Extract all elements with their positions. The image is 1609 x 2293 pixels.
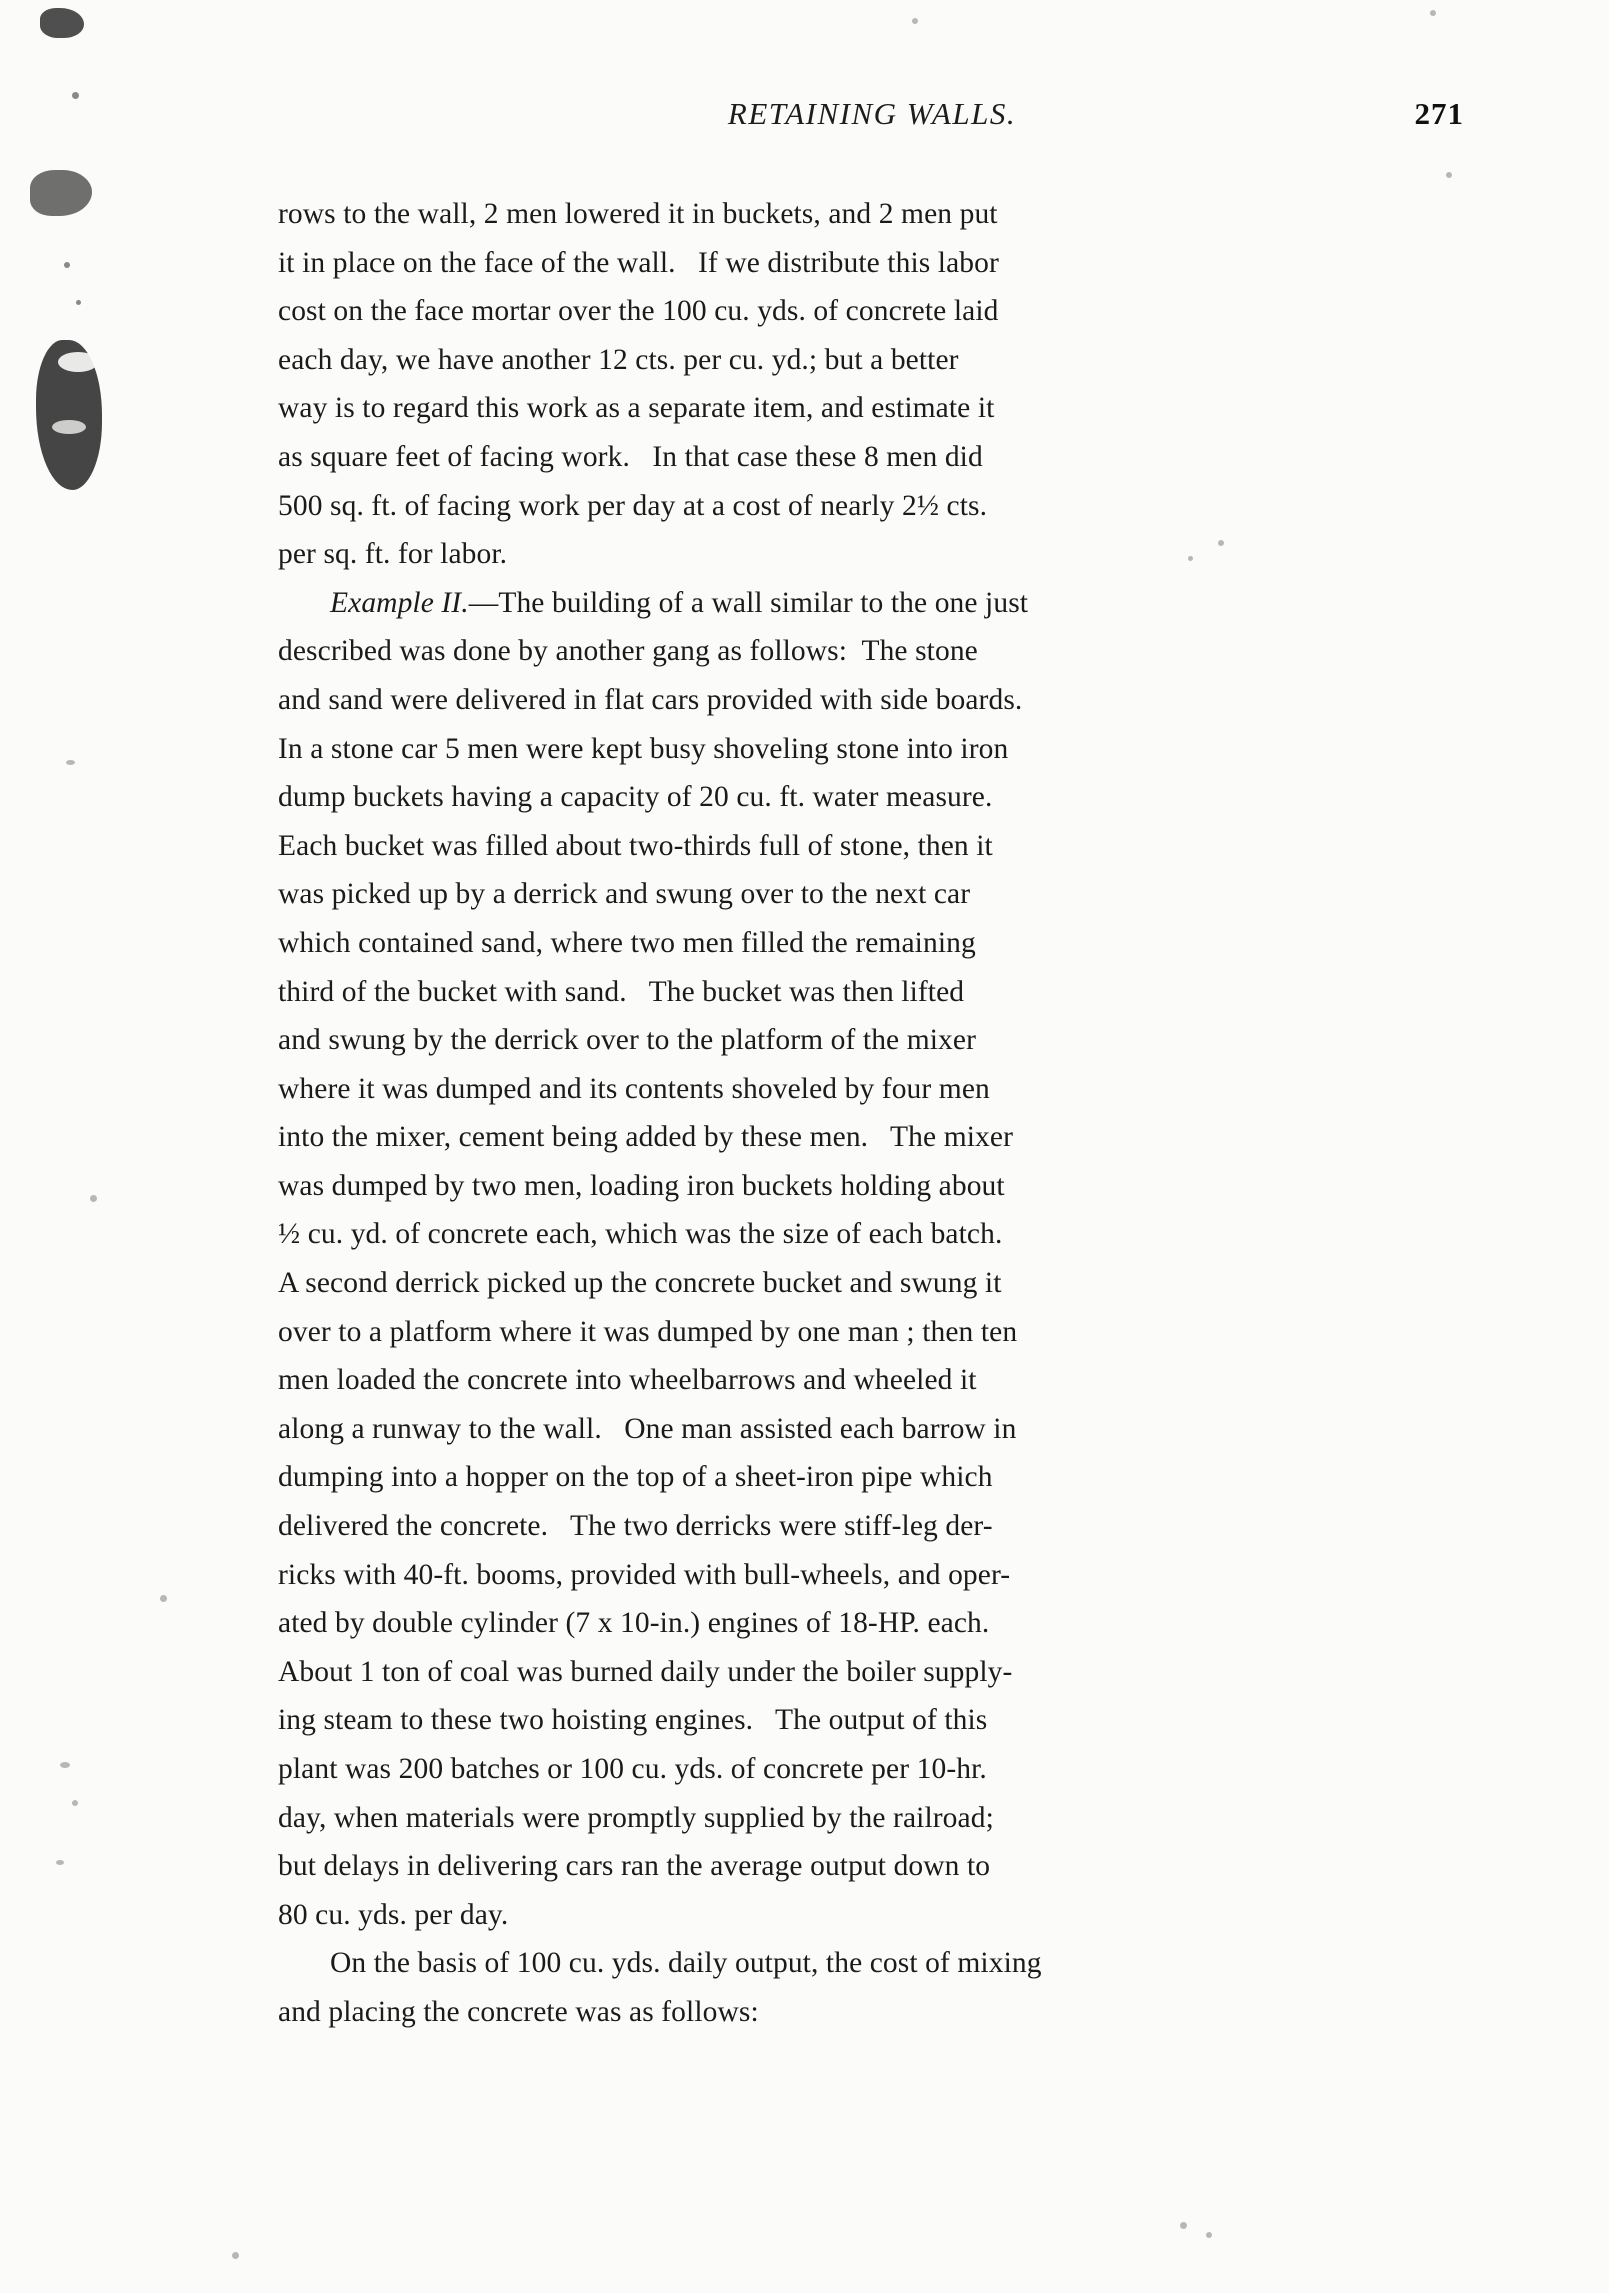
text-line: 500 sq. ft. of facing work per day at a cost of nearly 2½ cts. [278,489,988,522]
text-line: ated by double cylinder (7 x 10-in.) engines of 18-HP. each. [278,1607,990,1640]
scan-speck [1446,172,1452,178]
text-line: was dumped by two men, loading iron buckets holding about [278,1169,1005,1202]
text-line: 80 cu. yds. per day. [278,1898,509,1931]
text-line: way is to regard this work as a separate item, and estimate it [278,392,995,425]
paragraph-continued [278,190,1456,579]
text-line: About 1 ton of coal was burned daily under the boiler supply- [278,1655,1013,1688]
text-line: where it was dumped and its contents shoveled by four men [278,1072,990,1105]
text-line: ing steam to these two hoisting engines. The output of this [278,1704,988,1737]
scan-speck [56,1860,64,1865]
text-line: day, when materials were promptly supplied by the railroad; [278,1801,994,1834]
page-header [280,96,1464,140]
scan-speck [1430,10,1436,16]
text-line: as square feet of facing work. In that case these 8 men did [278,440,983,473]
scan-smudge [58,352,98,372]
text-line: rows to the wall, 2 men lowered it in buckets, and 2 men put [278,198,998,230]
scan-smudge [40,8,84,38]
body-text [278,190,1456,2037]
text-line: described was done by another gang as follows: The stone [278,635,978,668]
scan-speck [60,1762,70,1768]
text-line: and sand were delivered in flat cars provided with side boards. [278,683,1023,716]
text-line: In a stone car 5 men were kept busy shoveling stone into iron [278,732,1009,765]
text-line: plant was 200 batches or 100 cu. yds. of concrete per 10-hr. [278,1753,987,1785]
text-line: A second derrick picked up the concrete bucket and swung it [278,1267,1002,1300]
text-line: dumping into a hopper on the top of a sheet-iron pipe which [278,1461,993,1494]
text-line: men loaded the concrete into wheelbarrows and wheeled it [278,1364,977,1397]
scan-smudge [30,170,92,216]
scan-speck [66,760,75,765]
text-line: ricks with 40-ft. booms, provided with bull-wheels, and oper- [278,1558,1011,1591]
scan-speck [1180,2222,1187,2229]
text-line: dump buckets having a capacity of 20 cu. ft. water measure. [278,781,993,814]
scan-speckle [72,92,79,99]
scan-speck [72,1800,78,1806]
text-line: third of the bucket with sand. The bucket was then lifted [278,975,965,1008]
text-line: along a runway to the wall. One man assisted each barrow in [278,1412,1017,1445]
scan-speck [1206,2232,1212,2238]
scan-speck [160,1595,167,1602]
text-line: into the mixer, cement being added by these men. The mixer [278,1121,1014,1154]
text-line: but delays in delivering cars ran the average output down to [278,1850,991,1883]
text-line: and placing the concrete was as follows: [278,1995,759,2028]
text-line: which contained sand, where two men filled the remaining [278,926,976,959]
scan-speckle [64,262,70,268]
paragraph-example-ii [278,579,1456,1940]
text-line: per sq. ft. for labor. [278,538,508,571]
text-line: and swung by the derrick over to the platform of the mixer [278,1024,977,1057]
example-label: Example II. [330,586,469,619]
scan-speckle [76,300,81,305]
running-title: RETAINING WALLS. [727,96,1017,131]
text-line: each day, we have another 12 cts. per cu. yd.; but a better [278,343,959,376]
text-line-first [278,579,1456,628]
scan-speck [912,18,918,24]
scan-speck [90,1195,97,1202]
scan-speck [232,2252,239,2259]
text-line: Each bucket was filled about two-thirds full of stone, then it [278,829,993,862]
text-line: cost on the face mortar over the 100 cu. yds. of concrete laid [278,295,999,328]
text-line: over to a platform where it was dumped by one man ; then ten [278,1315,1018,1348]
paragraph-closing [278,1939,1456,2036]
text-line: On the basis of 100 cu. yds. daily output, the cost of mixing [330,1947,1042,1980]
page-number: 271 [1414,96,1464,131]
text-line: it in place on the face of the wall. If we distribute this labor [278,246,999,279]
text-run: —The building of a wall similar to the one just [468,586,1029,619]
scan-smudge [52,420,86,434]
text-line: delivered the concrete. The two derricks were stiff-leg der- [278,1510,993,1543]
text-line: was picked up by a derrick and swung over to the next car [278,878,971,911]
text-line: ½ cu. yd. of concrete each, which was the size of each batch. [278,1218,1003,1251]
